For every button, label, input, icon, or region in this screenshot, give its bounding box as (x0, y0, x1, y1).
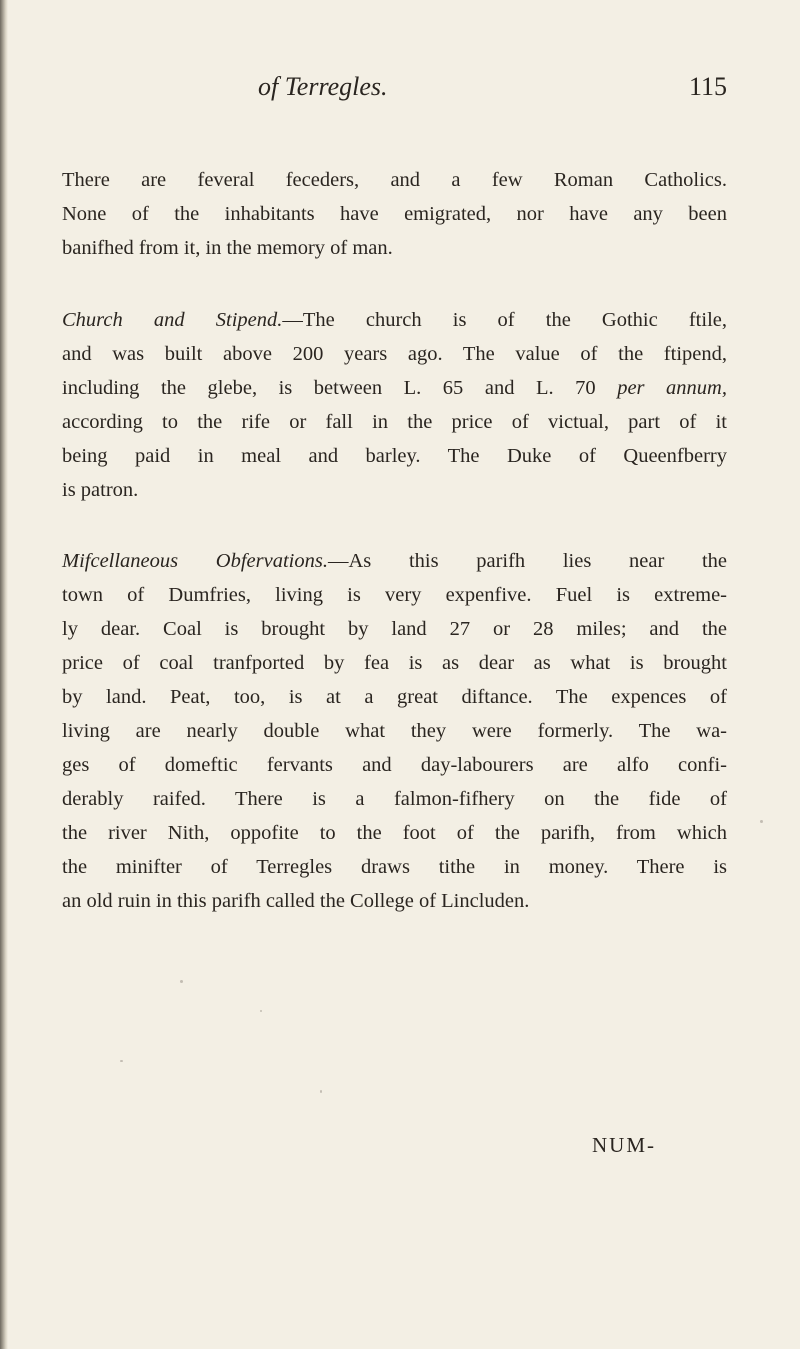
text-run: —The church is of the Gothic ftile, (282, 309, 727, 331)
text-line (62, 374, 727, 402)
text-line: derably raifed. There is a falmon-fifhery on the fide of (62, 788, 727, 810)
text-line: the river Nith, oppofite to the foot of the parifh, from which (62, 822, 727, 844)
page-number: 115 (688, 72, 727, 101)
section-first-line (62, 306, 727, 334)
text-line: the minifter of Terregles draws tithe in money. There is (62, 856, 727, 878)
paper-speck (120, 1060, 123, 1062)
page-binding-edge (0, 0, 8, 1349)
running-title: of Terregles. (258, 72, 388, 101)
text-line: being paid in meal and barley. The Duke of Queenfberry (62, 445, 727, 467)
section-heading: Mifcellaneous Obfervations. (62, 550, 328, 572)
text-line: town of Dumfries, living is very expenfive. Fuel is extreme- (62, 584, 727, 606)
text-line: banifhed from it, in the memory of man. (62, 237, 393, 259)
italic-phrase: per annum, (617, 377, 727, 399)
text-line: ly dear. Coal is brought by land 27 or 28 miles; and the (62, 618, 727, 640)
text-line: according to the rife or fall in the price of victual, part of it (62, 411, 727, 433)
paper-speck (760, 820, 763, 823)
text-line: None of the inhabitants have emigrated, nor have any been (62, 203, 727, 225)
paper-speck (180, 980, 183, 983)
text-line: an old ruin in this parifh called the College of Lincluden. (62, 890, 530, 912)
text-line: and was built above 200 years ago. The value of the ftipend, (62, 343, 727, 365)
text-run: —As this parifh lies near the (327, 550, 727, 572)
running-header (62, 70, 727, 110)
catchword: NUM- (592, 1133, 656, 1157)
text-line: ges of domeftic fervants and day-labourers are alfo confi- (62, 754, 727, 776)
text-line: is patron. (62, 479, 139, 501)
paper-speck (320, 1090, 322, 1093)
text-line: There are feveral feceders, and a few Roman Catholics. (62, 169, 727, 191)
text-line: living are nearly double what they were formerly. The wa- (62, 720, 727, 742)
text-run: including the glebe, is between L. 65 and L. 70 (62, 377, 618, 399)
paper-speck (260, 1010, 262, 1012)
text-line: by land. Peat, too, is at a great diftance. The expences of (62, 686, 727, 708)
text-line: price of coal tranfported by fea is as dear as what is brought (62, 652, 727, 674)
section-first-line (62, 547, 727, 575)
section-heading: Church and Stipend. (62, 309, 283, 331)
